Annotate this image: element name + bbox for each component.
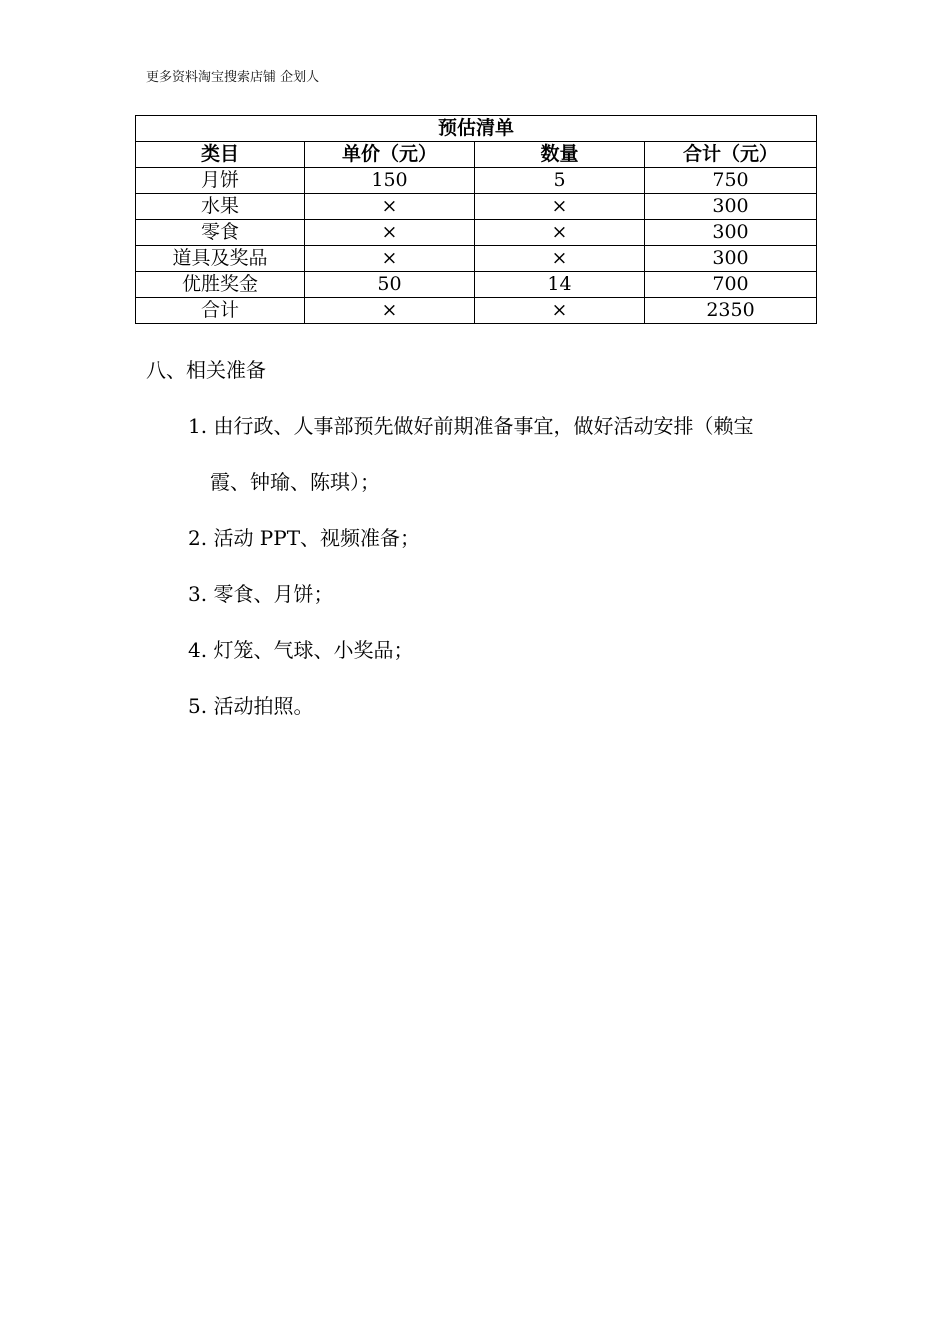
table-cell: 合计 bbox=[136, 298, 305, 324]
table-cell: 150 bbox=[305, 168, 475, 194]
column-header-subtotal: 合计（元） bbox=[645, 142, 817, 168]
table-cell: × bbox=[305, 220, 475, 246]
table-cell: × bbox=[305, 298, 475, 324]
table-cell: 2350 bbox=[645, 298, 817, 324]
list-item: 5. 活动拍照。 bbox=[188, 694, 314, 718]
column-header-quantity: 数量 bbox=[475, 142, 645, 168]
column-header-unit-price: 单价（元） bbox=[305, 142, 475, 168]
table-title-row bbox=[136, 116, 817, 142]
table-cell: 零食 bbox=[136, 220, 305, 246]
table-title: 预估清单 bbox=[136, 116, 817, 142]
table-row bbox=[136, 272, 817, 298]
table-cell: 月饼 bbox=[136, 168, 305, 194]
table-cell: 50 bbox=[305, 272, 475, 298]
table-cell: 750 bbox=[645, 168, 817, 194]
table-cell: 300 bbox=[645, 220, 817, 246]
table-cell: 700 bbox=[645, 272, 817, 298]
table-cell: 水果 bbox=[136, 194, 305, 220]
table-cell: 14 bbox=[475, 272, 645, 298]
table-cell: × bbox=[475, 246, 645, 272]
table-row bbox=[136, 246, 817, 272]
table-cell: 300 bbox=[645, 246, 817, 272]
table-cell: 道具及奖品 bbox=[136, 246, 305, 272]
table-row bbox=[136, 298, 817, 324]
table-cell: × bbox=[305, 194, 475, 220]
list-item-continuation: 霞、钟瑜、陈琪）； bbox=[210, 470, 380, 494]
table-row bbox=[136, 168, 817, 194]
list-item: 1. 由行政、人事部预先做好前期准备事宜，做好活动安排（赖宝 bbox=[188, 414, 754, 438]
budget-table bbox=[135, 115, 817, 324]
table-row bbox=[136, 194, 817, 220]
list-item: 4. 灯笼、气球、小奖品； bbox=[188, 638, 414, 662]
table-header-row bbox=[136, 142, 817, 168]
table-cell: × bbox=[475, 194, 645, 220]
header-note: 更多资料淘宝搜索店铺 企划人 bbox=[146, 70, 320, 85]
table-cell: × bbox=[475, 298, 645, 324]
table-cell: × bbox=[305, 246, 475, 272]
table-cell: 5 bbox=[475, 168, 645, 194]
table-cell: 300 bbox=[645, 194, 817, 220]
list-item: 2. 活动 PPT、视频准备； bbox=[188, 526, 421, 550]
table-cell: 优胜奖金 bbox=[136, 272, 305, 298]
section-heading: 八、相关准备 bbox=[146, 358, 266, 382]
column-header-category: 类目 bbox=[136, 142, 305, 168]
table-cell: × bbox=[475, 220, 645, 246]
table-row bbox=[136, 220, 817, 246]
list-item: 3. 零食、月饼； bbox=[188, 582, 334, 606]
